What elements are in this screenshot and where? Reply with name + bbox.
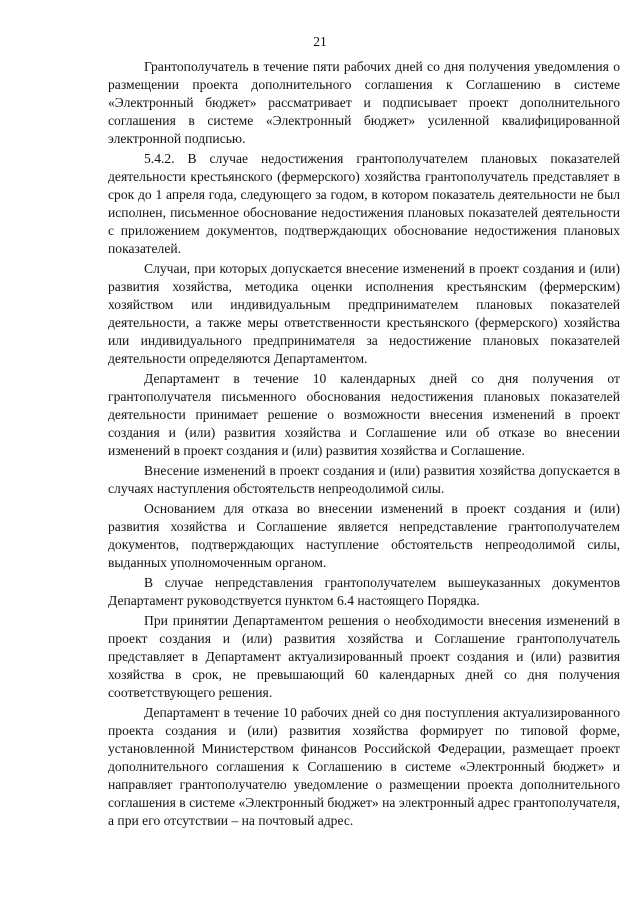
paragraph-department-decision: Департамент в течение 10 календарных дней со дня получения от грантополучателя письменного обоснования недостижения плановых показателей деятельности принимает решение о возможности внесения изменений в проект создания и (или) развития хозяйства и Соглашение или об отказе во внесении изменений в проект создания и (или) развития хозяйства и Соглашение.	[108, 371, 620, 458]
document-body	[108, 58, 620, 832]
paragraph-refusal-grounds: Основанием для отказа во внесении изменений в проект создания и (или) развития хозяйства и Соглашение является непредставление грантополучателем документов, подтверждающих наступление обстоятельств непреодолимой силы, выданных уполномоченным органом.	[108, 501, 620, 570]
paragraph-additional-agreement: Департамент в течение 10 рабочих дней со дня поступления актуализированного проекта создания и (или) развития хозяйства формирует по типовой форме, установленной Министерством финансов Российской Федерации, размещает проект дополнительного соглашения к Соглашению в системе «Электронный бюджет» и направляет грантополучателю уведомление о размещении проекта дополнительного соглашения в системе «Электронный бюджет» на электронный адрес грантополучателя, а при его отсутствии – на почтовый адрес.	[108, 705, 620, 828]
page-number: 21	[313, 34, 327, 49]
paragraph-change-cases: Случаи, при которых допускается внесение изменений в проект создания и (или) развития хозяйства, методика оценки исполнения крестьянским (фермерским) хозяйством или индивидуальным предпринимателем плановых показателей деятельности, а также меры ответственности крестьянского (фермерского) хозяйства или индивидуального предпринимателя за недостижение плановых показателей деятельности определяются Департаментом.	[108, 261, 620, 366]
paragraph-non-submission: В случае непредставления грантополучателем вышеуказанных документов Департамент руководствуется пунктом 6.4 настоящего Порядка.	[108, 575, 620, 608]
paragraph-signing: Грантополучатель в течение пяти рабочих дней со дня получения уведомления о размещении проекта дополнительного соглашения к Соглашению в системе «Электронный бюджет» рассматривает и подписывает проект дополнительного соглашения в системе «Электронный бюджет» усиленной квалифицированной электронной подписью.	[108, 59, 620, 146]
paragraph-updated-project: При принятии Департаментом решения о необходимости внесения изменений в проект создания и (или) развития хозяйства и Соглашение грантополучатель представляет в Департамент актуализированный проект создания и (или) развития хозяйства в срок, не превышающий 60 календарных дней со дня получения соответствующего решения.	[108, 613, 620, 700]
paragraph-5-4-2: 5.4.2. В случае недостижения грантополучателем плановых показателей деятельности крестьянского (фермерского) хозяйства грантополучатель представляет в срок до 1 апреля года, следующего за годом, в котором показатель деятельности не был исполнен, письменное обоснование недостижения плановых показателей деятельности с приложением документов, подтверждающих обоснование недостижения плановых показателей.	[108, 151, 620, 256]
paragraph-force-majeure: Внесение изменений в проект создания и (или) развития хозяйства допускается в случаях наступления обстоятельств непреодолимой силы.	[108, 463, 620, 496]
